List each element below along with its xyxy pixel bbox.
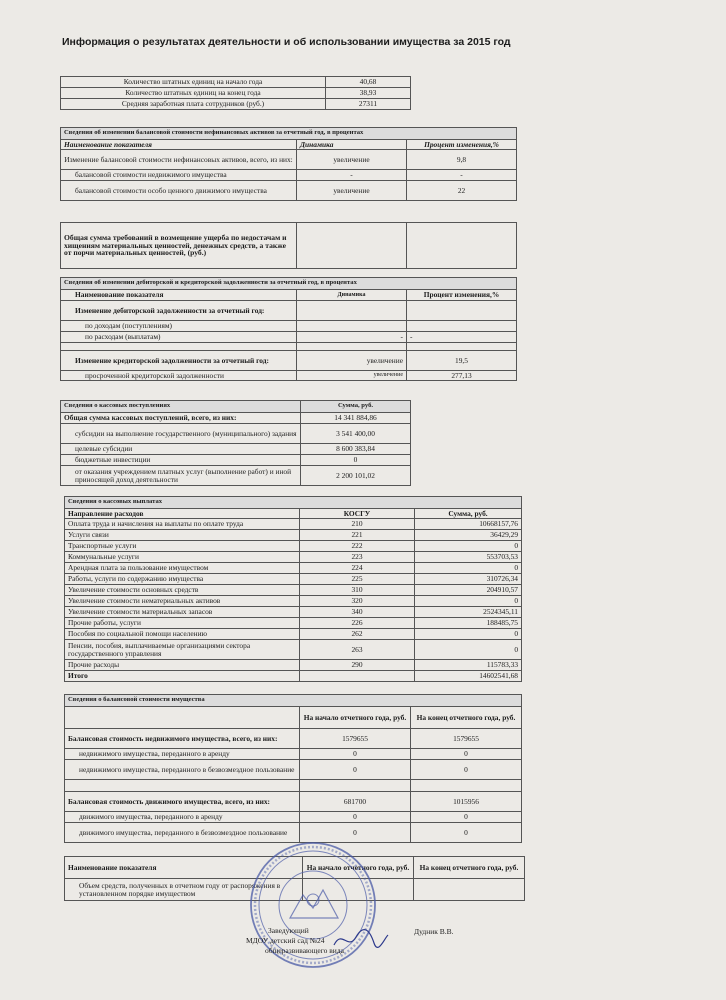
empty-cell xyxy=(65,707,300,729)
payment-sum: 115783,33 xyxy=(415,660,522,671)
nonfin-col-dyn: Динамика xyxy=(297,140,407,150)
table-row xyxy=(61,424,411,444)
payment-label: Увеличение стоимости нематериальных активов xyxy=(65,596,300,607)
table-row xyxy=(61,77,411,88)
debt-cred-pct: 19,5 xyxy=(407,351,517,371)
payment-code: 222 xyxy=(300,541,415,552)
payment-code: 320 xyxy=(300,596,415,607)
property-col-end: На конец отчетного года, руб. xyxy=(411,707,522,729)
table-row xyxy=(65,563,522,574)
payment-label: Коммунальные услуги xyxy=(65,552,300,563)
empty-cell xyxy=(61,343,297,351)
payments-body xyxy=(65,519,522,671)
payment-code: 290 xyxy=(300,660,415,671)
table-row xyxy=(65,596,522,607)
table-row xyxy=(65,749,522,760)
table-row xyxy=(61,88,411,99)
receipt-value: 14 341 884,86 xyxy=(301,413,411,424)
table-row xyxy=(65,792,522,812)
table-row xyxy=(65,629,522,640)
payment-sum: 310726,34 xyxy=(415,574,522,585)
nonfin-label: Изменение балансовой стоимости нефинансовых активов, всего, из них: xyxy=(61,150,297,170)
table-row xyxy=(65,552,522,563)
nonfin-col-name: Наименование показателя xyxy=(61,140,297,150)
payment-code: 223 xyxy=(300,552,415,563)
table-row xyxy=(61,181,517,201)
staff-table xyxy=(60,76,411,110)
payment-code: 262 xyxy=(300,629,415,640)
staff-label: Средняя заработная плата сотрудников (руб.) xyxy=(61,99,326,110)
table-row xyxy=(65,607,522,618)
damage-cell xyxy=(297,223,407,269)
debt-overdue-pct: 277,13 xyxy=(407,371,517,381)
property-end: 0 xyxy=(411,760,522,780)
funds-col-end: На конец отчетного года, руб. xyxy=(414,857,525,879)
property-label: Балансовая стоимость недвижимого имущества, всего, из них: xyxy=(65,729,300,749)
receipt-label: Общая сумма кассовых поступлений, всего, из них: xyxy=(61,413,301,424)
debt-col-pct: Процент изменения,% xyxy=(407,290,517,301)
empty-cell xyxy=(297,343,407,351)
property-end: 1579655 xyxy=(411,729,522,749)
property-label: недвижимого имущества, переданного в аренду xyxy=(65,749,300,760)
nonfin-dyn: - xyxy=(297,170,407,181)
property-start: 0 xyxy=(300,823,411,843)
empty-cell xyxy=(411,780,522,792)
damage-cell xyxy=(407,223,517,269)
table-row xyxy=(65,585,522,596)
payment-label: Увеличение стоимости основных средств xyxy=(65,585,300,596)
property-start: 0 xyxy=(300,812,411,823)
payment-code: 226 xyxy=(300,618,415,629)
debt-cred-label: Изменение кредиторской задолженности за отчетный год: xyxy=(61,351,297,371)
property-table xyxy=(64,694,522,843)
table-row xyxy=(61,466,411,486)
payment-sum: 553703,53 xyxy=(415,552,522,563)
table-row xyxy=(65,618,522,629)
receipt-label: от оказания учреждением платных услуг (выполнение работ) и иной приносящей доход деятельности xyxy=(61,466,301,486)
payments-header: Сведения о кассовых выплатах xyxy=(65,497,522,509)
payments-col-kosgu: КОСГУ xyxy=(300,509,415,519)
signature-role-2: МДОУ детский сад №24 xyxy=(246,936,325,945)
table-row xyxy=(61,455,411,466)
payment-label: Оплата труда и начисления на выплаты по оплате труда xyxy=(65,519,300,530)
handwritten-signature xyxy=(330,925,390,953)
table-row xyxy=(61,444,411,455)
table-row xyxy=(65,574,522,585)
table-row xyxy=(61,413,411,424)
debt-overdue-dyn: увеличение xyxy=(297,371,407,381)
nonfin-pct: - xyxy=(407,170,517,181)
signature-role-1: Заведующий xyxy=(268,926,309,935)
payment-label: Работы, услуги по содержанию имущества xyxy=(65,574,300,585)
property-start: 0 xyxy=(300,760,411,780)
debt-deb-label: Изменение дебиторской задолженности за отчетный год: xyxy=(61,301,297,321)
debt-deb-income: по доходам (поступлениям) xyxy=(61,321,297,332)
empty-cell xyxy=(407,321,517,332)
table-row xyxy=(65,660,522,671)
signature-name: Дудник В.В. xyxy=(414,927,454,936)
payment-label: Услуги связи xyxy=(65,530,300,541)
property-label: движимого имущества, переданного в безвозмездное пользование xyxy=(65,823,300,843)
table-row xyxy=(61,99,411,110)
table-row xyxy=(65,760,522,780)
receipt-label: бюджетные инвестиции xyxy=(61,455,301,466)
receipts-col-sum: Сумма, руб. xyxy=(301,401,411,413)
empty-cell xyxy=(297,301,407,321)
nonfin-dyn: увеличение xyxy=(297,150,407,170)
payment-code: 340 xyxy=(300,607,415,618)
payment-sum: 36429,29 xyxy=(415,530,522,541)
property-header: Сведения о балансовой стоимости имущества xyxy=(65,695,522,707)
debt-deb-dash: - xyxy=(407,332,517,343)
debt-cred-dyn: увеличение xyxy=(297,351,407,371)
payments-total-label: Итого xyxy=(65,671,300,682)
nonfin-pct: 9,8 xyxy=(407,150,517,170)
property-label: Балансовая стоимость движимого имущества, всего, из них: xyxy=(65,792,300,812)
payment-sum: 0 xyxy=(415,541,522,552)
property-end: 1015956 xyxy=(411,792,522,812)
debt-table xyxy=(60,277,517,381)
payment-label: Арендная плата за пользование имуществом xyxy=(65,563,300,574)
signature-role-3: общеразвивающего вида xyxy=(265,946,344,955)
table-row xyxy=(65,541,522,552)
payment-sum: 0 xyxy=(415,596,522,607)
payment-sum: 0 xyxy=(415,629,522,640)
table-row xyxy=(65,519,522,530)
property-label: движимого имущества, переданного в аренду xyxy=(65,812,300,823)
payment-sum: 204910,57 xyxy=(415,585,522,596)
payment-label: Прочие работы, услуги xyxy=(65,618,300,629)
empty-cell xyxy=(65,780,300,792)
payment-sum: 0 xyxy=(415,563,522,574)
property-end: 0 xyxy=(411,749,522,760)
receipts-header: Сведения о кассовых поступлениях xyxy=(61,401,301,413)
nonfin-col-pct: Процент изменения,% xyxy=(407,140,517,150)
debt-deb-expense: по расходам (выплатам) xyxy=(61,332,297,343)
empty-cell xyxy=(297,321,407,332)
payment-sum: 188485,75 xyxy=(415,618,522,629)
debt-col-dyn: Динамика xyxy=(297,290,407,301)
table-row xyxy=(65,530,522,541)
nonfin-pct: 22 xyxy=(407,181,517,201)
table-row xyxy=(61,170,517,181)
empty-cell xyxy=(300,780,411,792)
staff-value: 40,68 xyxy=(326,77,411,88)
nonfin-table xyxy=(60,127,517,201)
receipt-label: субсидии на выполнение государственного (муниципального) задания xyxy=(61,424,301,444)
payment-sum: 2524345,11 xyxy=(415,607,522,618)
funds-col-start: На начало отчетного года, руб. xyxy=(303,857,414,879)
payment-sum: 0 xyxy=(415,640,522,660)
payment-label: Транспортные услуги xyxy=(65,541,300,552)
debt-col-name: Наименование показателя xyxy=(61,290,297,301)
staff-label: Количество штатных единиц на конец года xyxy=(61,88,326,99)
empty-cell xyxy=(300,671,415,682)
debt-overdue-label: просроченной кредиторской задолженности xyxy=(61,371,297,381)
empty-cell xyxy=(414,879,525,901)
payment-code: 225 xyxy=(300,574,415,585)
payment-label: Пенсии, пособия, выплачиваемые организациями сектора государственного управления xyxy=(65,640,300,660)
staff-value: 38,93 xyxy=(326,88,411,99)
payment-label: Увеличение стоимости материальных запасов xyxy=(65,607,300,618)
payment-code: 224 xyxy=(300,563,415,574)
payments-col-sum: Сумма, руб. xyxy=(415,509,522,519)
table-row xyxy=(65,812,522,823)
funds-col-name: Наименование показателя xyxy=(65,857,303,879)
payment-code: 263 xyxy=(300,640,415,660)
table-row xyxy=(65,640,522,660)
property-start: 681700 xyxy=(300,792,411,812)
payment-label: Пособия по социальной помощи населению xyxy=(65,629,300,640)
payment-code: 210 xyxy=(300,519,415,530)
staff-label: Количество штатных единиц на начало года xyxy=(61,77,326,88)
funds-label: Объем средств, полученных в отчетном году от распоряжения в установленном порядке имуществом xyxy=(65,879,303,901)
empty-cell xyxy=(407,301,517,321)
receipts-table xyxy=(60,400,411,486)
nonfin-label: балансовой стоимости особо ценного движимого имущества xyxy=(61,181,297,201)
payment-sum: 10668157,76 xyxy=(415,519,522,530)
property-start: 0 xyxy=(300,749,411,760)
payment-code: 221 xyxy=(300,530,415,541)
debt-header: Сведения об изменении дебиторской и кредиторской задолженности за отчетный год, в процентах xyxy=(61,278,517,290)
payments-col-dir: Направление расходов xyxy=(65,509,300,519)
empty-cell xyxy=(407,343,517,351)
nonfin-dyn: увеличение xyxy=(297,181,407,201)
property-start: 1579655 xyxy=(300,729,411,749)
receipt-label: целевые субсидии xyxy=(61,444,301,455)
debt-deb-dash: - xyxy=(297,332,407,343)
nonfin-header: Сведения об изменении балансовой стоимости нефинансовых активов за отчетный год, в процентах xyxy=(61,128,517,140)
property-end: 0 xyxy=(411,823,522,843)
property-label: недвижимого имущества, переданного в безвозмездное пользование xyxy=(65,760,300,780)
damage-label: Общая сумма требований в возмещение ущерба по недостачам и хищениям материальных ценностей, денежных средств, а также от порчи материальных ценностей, (руб.) xyxy=(61,223,297,269)
table-row xyxy=(65,729,522,749)
property-end: 0 xyxy=(411,812,522,823)
staff-value: 27311 xyxy=(326,99,411,110)
damage-table xyxy=(60,222,517,269)
receipt-value: 0 xyxy=(301,455,411,466)
nonfin-label: балансовой стоимости недвижимого имущества xyxy=(61,170,297,181)
payment-code: 310 xyxy=(300,585,415,596)
payments-total-sum: 14602541,68 xyxy=(415,671,522,682)
page-title: Информация о результатах деятельности и об использовании имущества за 2015 год xyxy=(62,36,511,48)
receipt-value: 2 200 101,02 xyxy=(301,466,411,486)
table-row xyxy=(61,150,517,170)
receipt-value: 8 600 383,84 xyxy=(301,444,411,455)
property-col-start: На начало отчетного года, руб. xyxy=(300,707,411,729)
receipt-value: 3 541 400,00 xyxy=(301,424,411,444)
payment-label: Прочие расходы xyxy=(65,660,300,671)
payments-table xyxy=(64,496,522,682)
